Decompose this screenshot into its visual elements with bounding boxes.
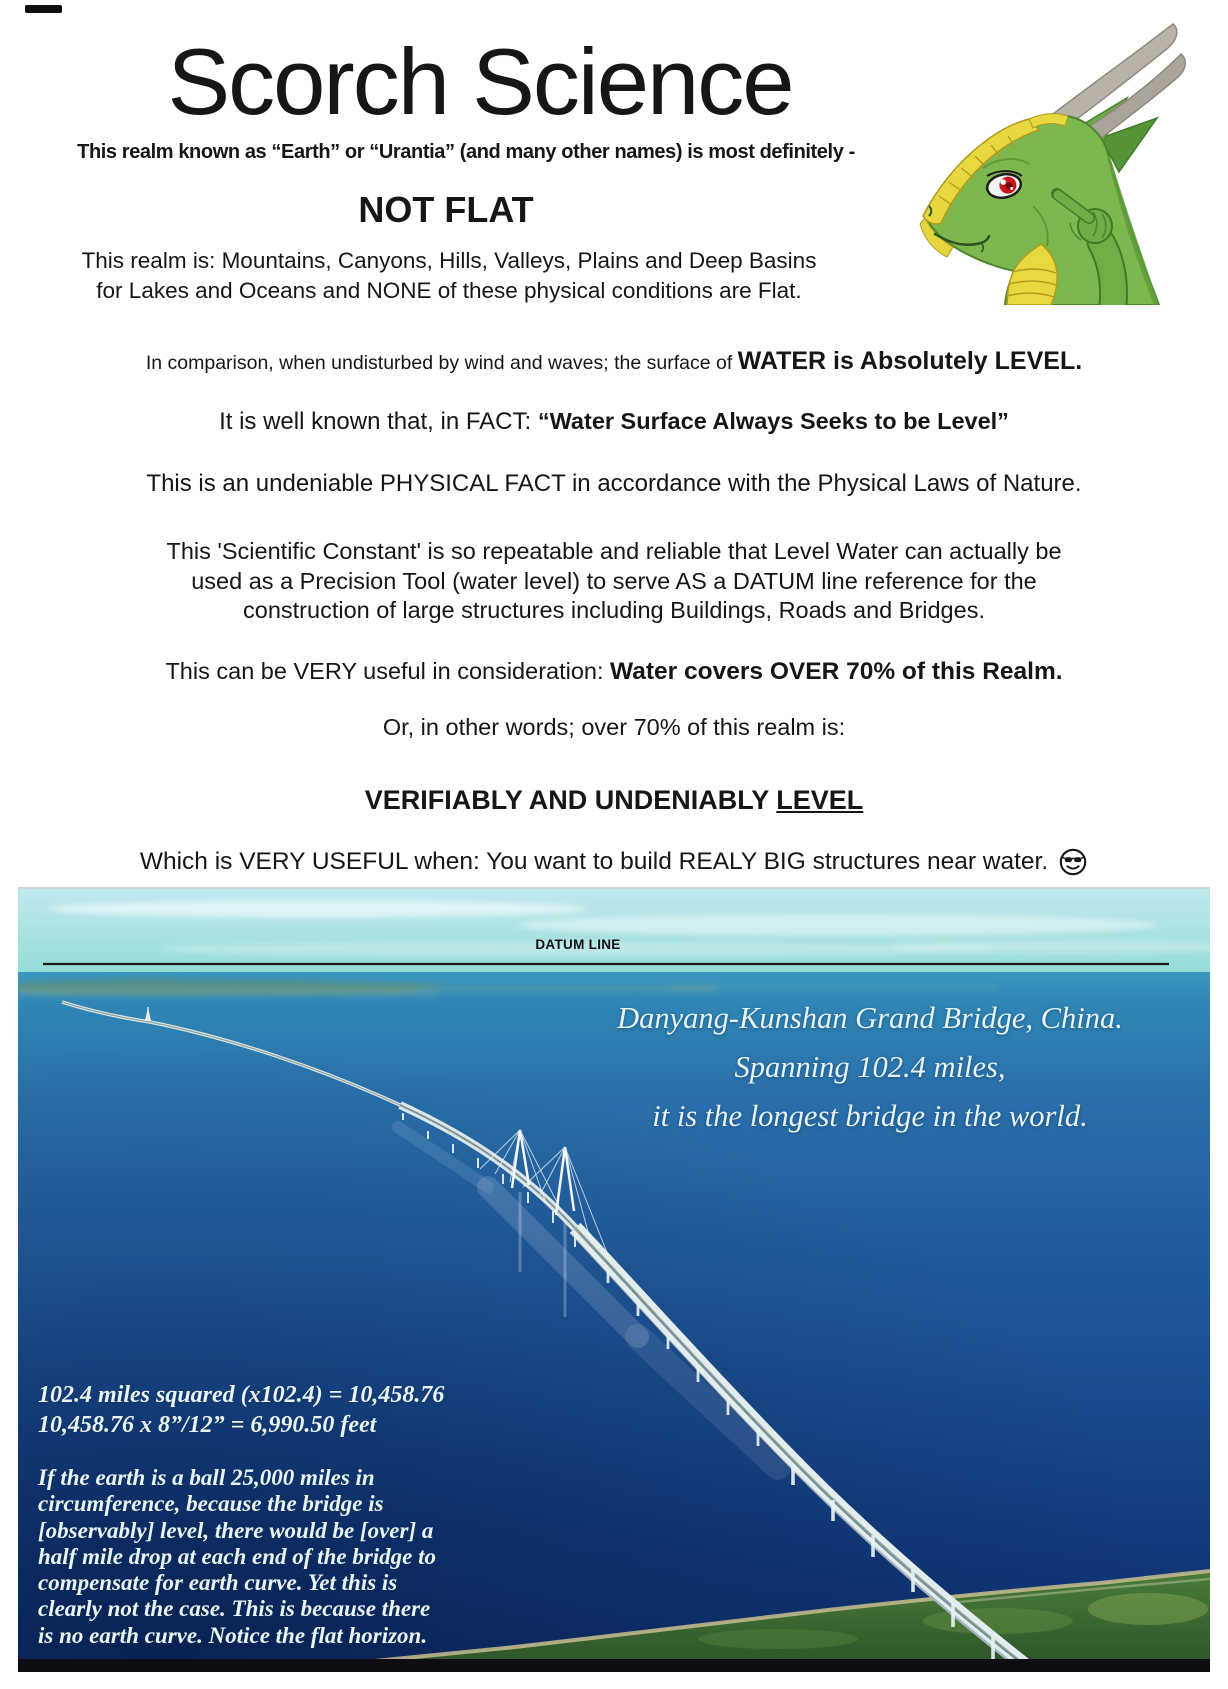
build-text: Which is VERY USEFUL when: You want to build REALY BIG structures near water. xyxy=(139,848,1049,875)
useful-line xyxy=(0,656,1228,687)
story-line-1: If the earth is a ball 25,000 miles in xyxy=(38,1465,375,1490)
story-line-5: compensate for earth curve. Yet this is xyxy=(38,1570,398,1596)
scan-artifact-dash xyxy=(25,5,62,13)
caption-line-3: it is the longest bridge in the world. xyxy=(652,1099,1088,1133)
subtitle: This realm known as “Earth” or “Urantia” (and many other names) is most definitely - xyxy=(77,141,855,163)
story-line-6: clearly not the case. This is because there xyxy=(38,1596,431,1622)
story-line-3: [observably] level, there would be [over] a xyxy=(38,1517,434,1543)
realm-line-2: for Lakes and Oceans and NONE of these physical conditions are Flat. xyxy=(96,278,802,303)
verifiably-heading xyxy=(0,783,1228,817)
story-line-2: circumference, because the bridge is xyxy=(38,1491,384,1517)
realm-paragraph xyxy=(0,246,898,306)
dragon-mascot-icon xyxy=(905,10,1190,305)
fact-quote: “Water Surface Always Seeks to be Level” xyxy=(537,408,1009,434)
constant-line-2: used as a Precision Tool (water level) to serve AS a DATUM line reference for the xyxy=(191,567,1037,594)
bridge-photo xyxy=(18,887,1210,1672)
constant-line-1: This 'Scientific Constant' is so repeatable and reliable that Level Water can actually be xyxy=(166,538,1062,564)
useful-prefix: This can be VERY useful in consideration: xyxy=(165,658,611,684)
earth-curve-paragraph xyxy=(38,1465,436,1649)
constant-line-3: construction of large structures including Buildings, Roads and Bridges. xyxy=(243,597,985,623)
level-underlined: LEVEL xyxy=(776,785,864,815)
page-title: Scorch Science xyxy=(167,29,793,134)
calc-line-1: 102.4 miles squared (x102.4) = 10,458.76 xyxy=(38,1382,445,1408)
calc-line-2: 10,458.76 x 8”/12” = 6,990.50 feet xyxy=(38,1411,377,1438)
story-line-7: is no earth curve. Notice the flat horizon. xyxy=(38,1622,428,1648)
photo-bottom-strip xyxy=(18,1659,1210,1672)
build-line xyxy=(0,846,1228,878)
comparison-prefix: In comparison, when undisturbed by wind and waves; the surface of xyxy=(145,352,738,374)
comparison-line xyxy=(0,346,1228,380)
fact-prefix: It is well known that, in FACT: xyxy=(219,408,538,435)
not-flat-heading: NOT FLAT xyxy=(358,189,534,230)
useful-bold: Water covers OVER 70% of this Realm. xyxy=(610,658,1063,685)
curvature-calculation xyxy=(38,1381,444,1440)
bridge-caption xyxy=(488,994,1210,1141)
fact-line xyxy=(0,406,1228,437)
scientific-constant-paragraph xyxy=(0,537,1228,626)
caption-line-2: Spanning 102.4 miles, xyxy=(734,1050,1006,1084)
verifiably-prefix: VERIFIABLY AND UNDENIABLY xyxy=(364,785,777,815)
other-words-line: Or, in other words; over 70% of this realm is: xyxy=(382,714,846,740)
realm-line-1: This realm is: Mountains, Canyons, Hills, Valleys, Plains and Deep Basins xyxy=(81,248,817,273)
story-line-4: half mile drop at each end of the bridge to xyxy=(38,1543,437,1569)
comparison-bold: WATER is Absolutely LEVEL. xyxy=(737,347,1083,375)
sunglasses-smiley-icon xyxy=(1058,847,1088,877)
datum-line-label: DATUM LINE xyxy=(535,937,621,952)
caption-line-1: Danyang-Kunshan Grand Bridge, China. xyxy=(617,1001,1123,1035)
physical-fact-line: This is an undeniable PHYSICAL FACT in accordance with the Physical Laws of Nature. xyxy=(146,470,1082,497)
